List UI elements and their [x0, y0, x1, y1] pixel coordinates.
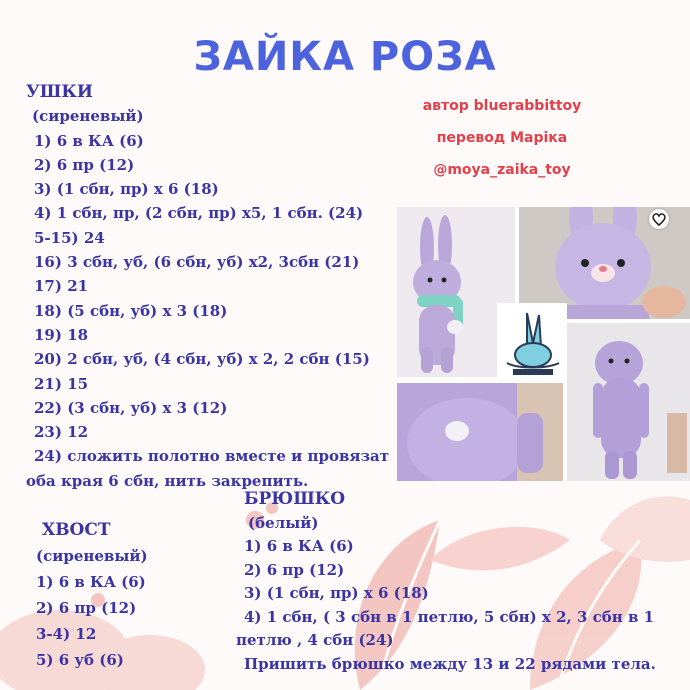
ears-row: 19) 18	[34, 325, 89, 344]
ears-row: 17) 21	[34, 277, 89, 296]
page-title: ЗАЙКА РОЗА	[193, 34, 497, 80]
ears-section	[26, 80, 389, 493]
logo-photo	[497, 303, 567, 383]
belly-color: (белый)	[248, 513, 319, 532]
ears-row: 20) 2 сбн, уб, (4 сбн, уб) х 2, 2 сбн (15)	[34, 350, 370, 369]
translation-credit: перевод Марiка	[436, 130, 568, 146]
ears-row: 5-15) 24	[34, 228, 105, 247]
tail-row: 1) 6 в КА (6)	[36, 573, 146, 591]
ears-heading: УШКИ	[26, 82, 93, 102]
tail-row: 5) 6 уб (6)	[36, 651, 124, 669]
bunny-tail-photo	[397, 383, 563, 481]
belly-row: 1) 6 в КА (6)	[244, 537, 354, 555]
ears-row: 22) (3 сбн, уб) х 3 (12)	[34, 398, 228, 417]
belly-heading: БРЮШКО	[244, 489, 346, 509]
ears-row: 21) 15	[34, 374, 89, 393]
credits	[392, 92, 612, 188]
tail-row: 2) 6 пр (12)	[36, 599, 137, 617]
photo-collage	[397, 207, 690, 481]
bunny-standing-photo	[567, 323, 690, 481]
ears-color: (сиреневый)	[32, 107, 144, 126]
instagram-handle[interactable]: @moya_zaika_toy	[433, 162, 571, 178]
belly-row: 3) (1 сбн, пр) х 6 (18)	[244, 584, 429, 602]
author-credit: автор bluerabbittoy	[422, 98, 582, 114]
tail-section	[36, 517, 148, 673]
ears-row: 3) (1 сбн, пр) х 6 (18)	[34, 180, 219, 199]
ears-row: 24) сложить полотно вместе и провязат	[34, 447, 390, 466]
ears-row: 18) (5 сбн, уб) х 3 (18)	[34, 301, 228, 320]
ears-row: 2) 6 пр (12)	[34, 155, 135, 174]
belly-row: Пришить брюшко между 13 и 22 рядами тела.	[244, 654, 656, 673]
belly-row: 2) 6 пр (12)	[244, 560, 345, 579]
ears-row: 16) 3 сбн, уб, (6 сбн, уб) х2, 3сбн (21)	[34, 253, 360, 272]
like-heart-icon[interactable]	[649, 209, 669, 229]
tail-row: 3-4) 12	[36, 625, 97, 643]
belly-section	[236, 488, 656, 676]
tail-heading: ХВОСТ	[42, 520, 111, 540]
ears-row: 23) 12	[34, 423, 89, 442]
ears-row: оба края 6 сбн, нить закрепить.	[26, 471, 309, 490]
belly-row: петлю , 4 сбн (24)	[236, 631, 394, 649]
tail-color: (сиреневый)	[36, 547, 148, 565]
belly-row: 4) 1 сбн, ( 3 сбн в 1 петлю, 5 сбн) х 2, 3 сбн в 1	[244, 607, 655, 626]
ears-row: 1) 6 в КА (6)	[34, 131, 144, 150]
ears-row: 4) 1 сбн, пр, (2 сбн, пр) х5, 1 сбн. (24)	[34, 204, 364, 223]
